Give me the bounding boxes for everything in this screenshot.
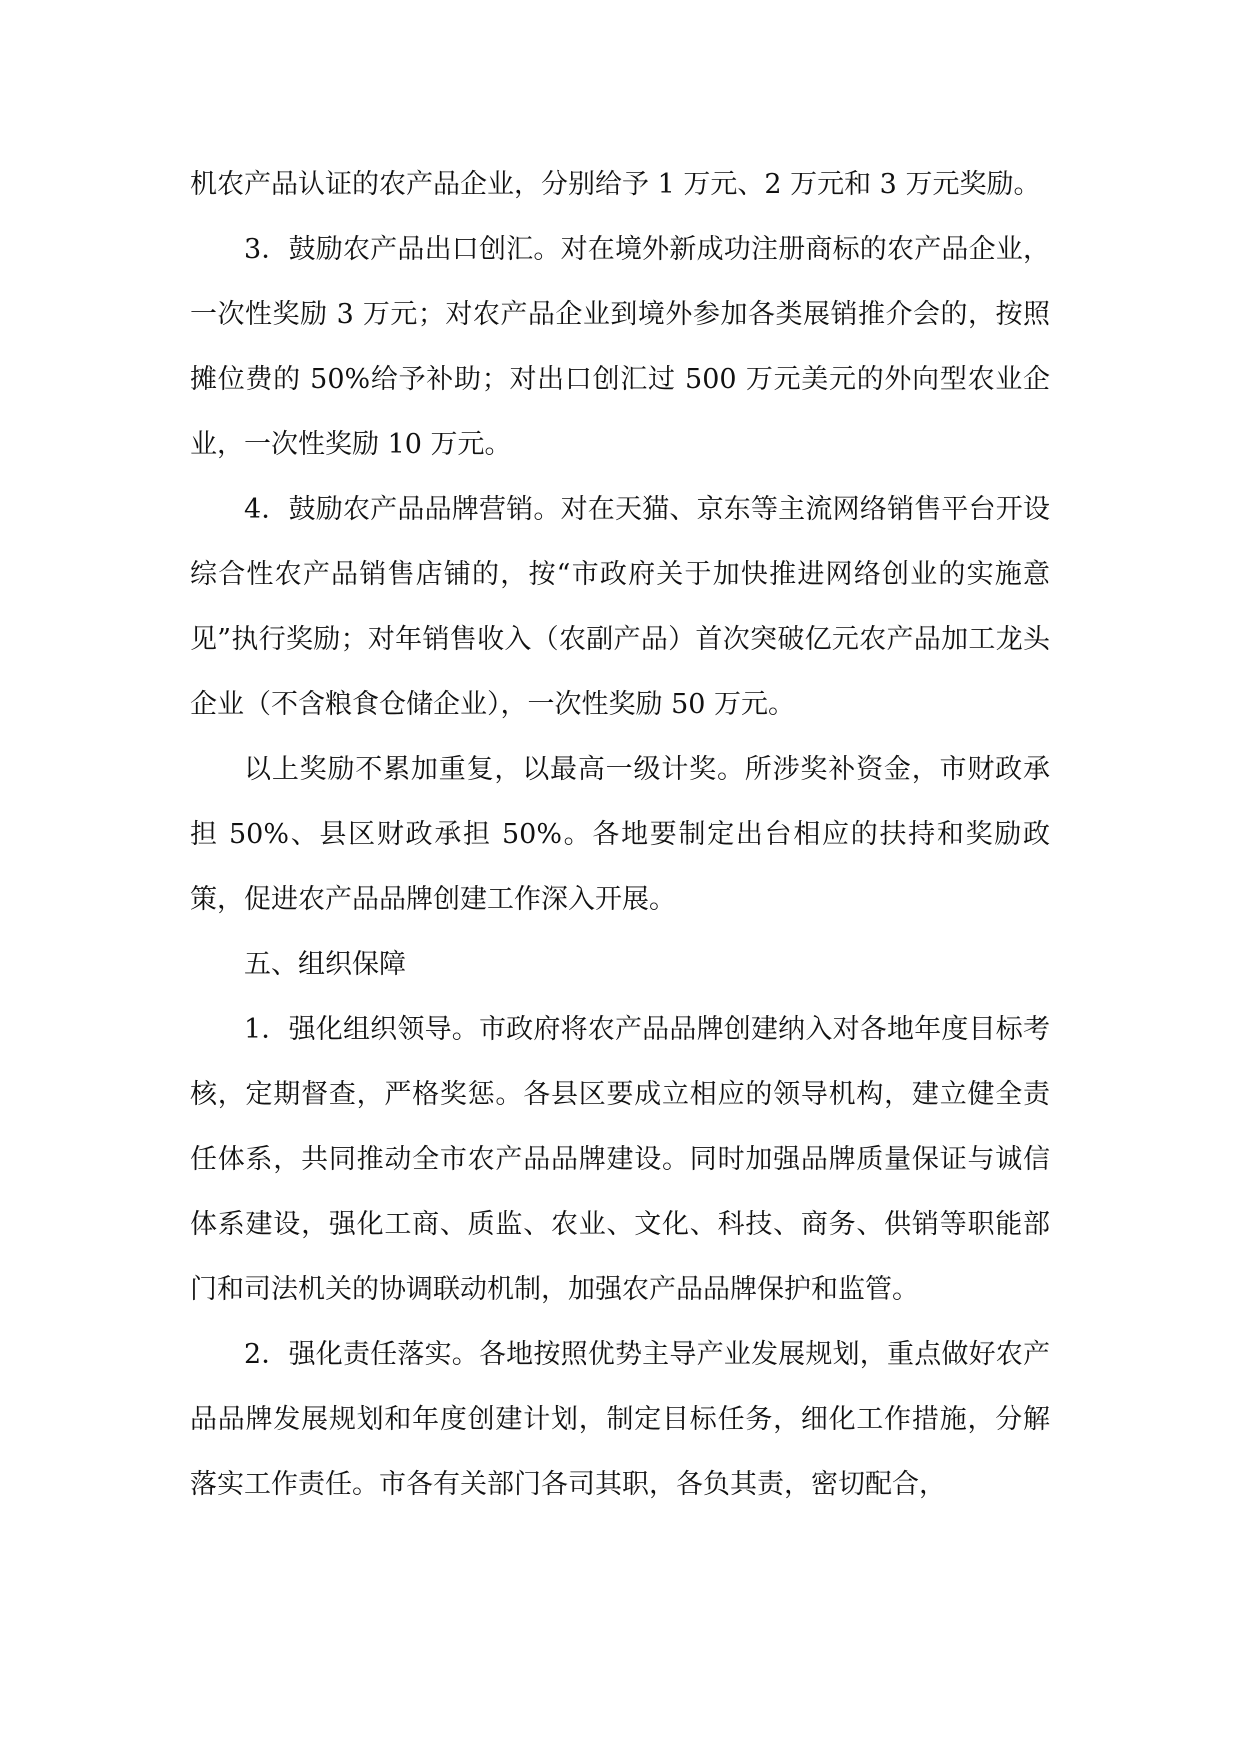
paragraph-organization-leadership: 1．强化组织领导。市政府将农产品品牌创建纳入对各地年度目标考核，定期督查，严格奖惩。各县区要成立相应的领导机构，建立健全责任体系，共同推动全市农产品品牌建设。同时加强品牌质量保证与诚信体系建设，强化工商、质监、农业、文化、科技、商务、供销等职能部门和司法机关的协调联动机制，加强农产品品牌保护和监管。 [190, 1014, 1050, 1305]
paragraph-continuation: 机农产品认证的农产品企业，分别给予 1 万元、2 万元和 3 万元奖励。 [190, 169, 1041, 200]
paragraph-export-incentive: 3．鼓励农产品出口创汇。对在境外新成功注册商标的农产品企业，一次性奖励 3 万元；对农产品企业到境外参加各类展销推介会的，按照摊位费的 50%给予补助；对出口创汇过 500 万元美元的外向型农业企业，一次性奖励 10 万元。 [190, 234, 1050, 460]
paragraph-responsibility: 2．强化责任落实。各地按照优势主导产业发展规划，重点做好农产品品牌发展规划和年度创建计划，制定目标任务，细化工作措施，分解落实工作责任。市各有关部门各司其职，各负其责，密切配合， [190, 1339, 1050, 1500]
document-page [190, 152, 1050, 1517]
paragraph-reward-rules: 以上奖励不累加重复，以最高一级计奖。所涉奖补资金，市财政承担 50%、县区财政承担 50%。各地要制定出台相应的扶持和奖励政策，促进农产品品牌创建工作深入开展。 [190, 754, 1050, 915]
section-heading: 五、组织保障 [244, 949, 406, 980]
paragraph-brand-marketing: 4．鼓励农产品品牌营销。对在天猫、京东等主流网络销售平台开设综合性农产品销售店铺的，按“市政府关于加快推进网络创业的实施意见”执行奖励；对年销售收入（农副产品）首次突破亿元农产品加工龙头企业（不含粮食仓储企业），一次性奖励 50 万元。 [190, 494, 1050, 720]
